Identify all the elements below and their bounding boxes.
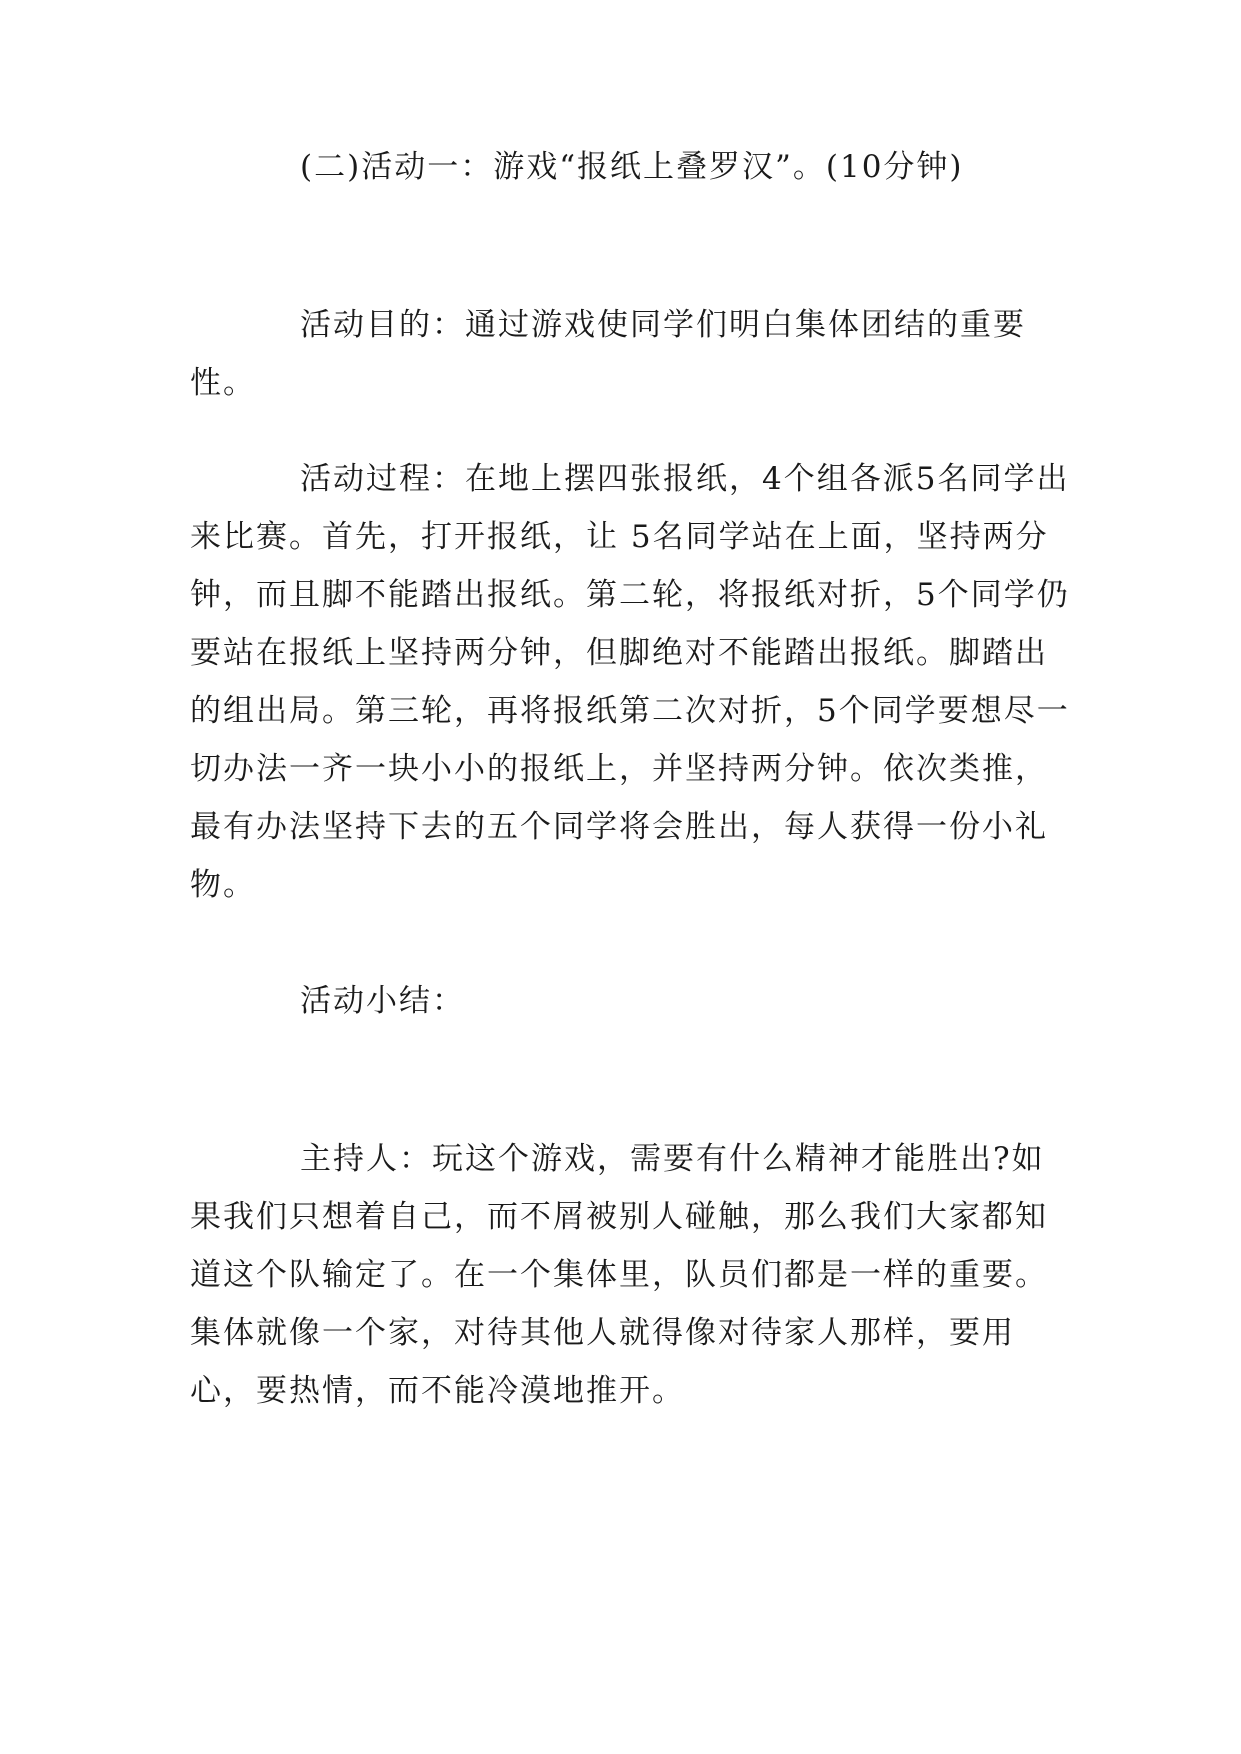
- activity-purpose-paragraph: 活动目的：通过游戏使同学们明白集体团结的重要性。: [190, 307, 1026, 401]
- section-heading: (二)活动一：游戏“报纸上叠罗汉”。(10分钟): [300, 149, 964, 185]
- activity-process-paragraph: 活动过程：在地上摆四张报纸，4个组各派5名同学出来比赛。首先，打开报纸，让 5名同学站在上面，坚持两分钟，而且脚不能踏出报纸。第二轮，将报纸对折，5个同学仍要站在报纸上坚持两分钟，但脚绝对不能踏出报纸。脚踏出的组出局。第三轮，再将报纸第二次对折，5个同学要想尽一切办法一齐一块小小的报纸上，并坚持两分钟。依次类推，最有办法坚持下去的五个同学将会胜出，每人获得一份小礼物。: [190, 461, 1070, 903]
- host-speech-paragraph: 主持人：玩这个游戏，需要有什么精神才能胜出?如果我们只想着自己，而不屑被别人碰触，那么我们大家都知道这个队输定了。在一个集体里，队员们都是一样的重要。集体就像一个家，对待其他人就得像对待家人那样，要用心，要热情，而不能冷漠地推开。: [190, 1141, 1048, 1409]
- activity-summary-label: 活动小结：: [300, 983, 465, 1019]
